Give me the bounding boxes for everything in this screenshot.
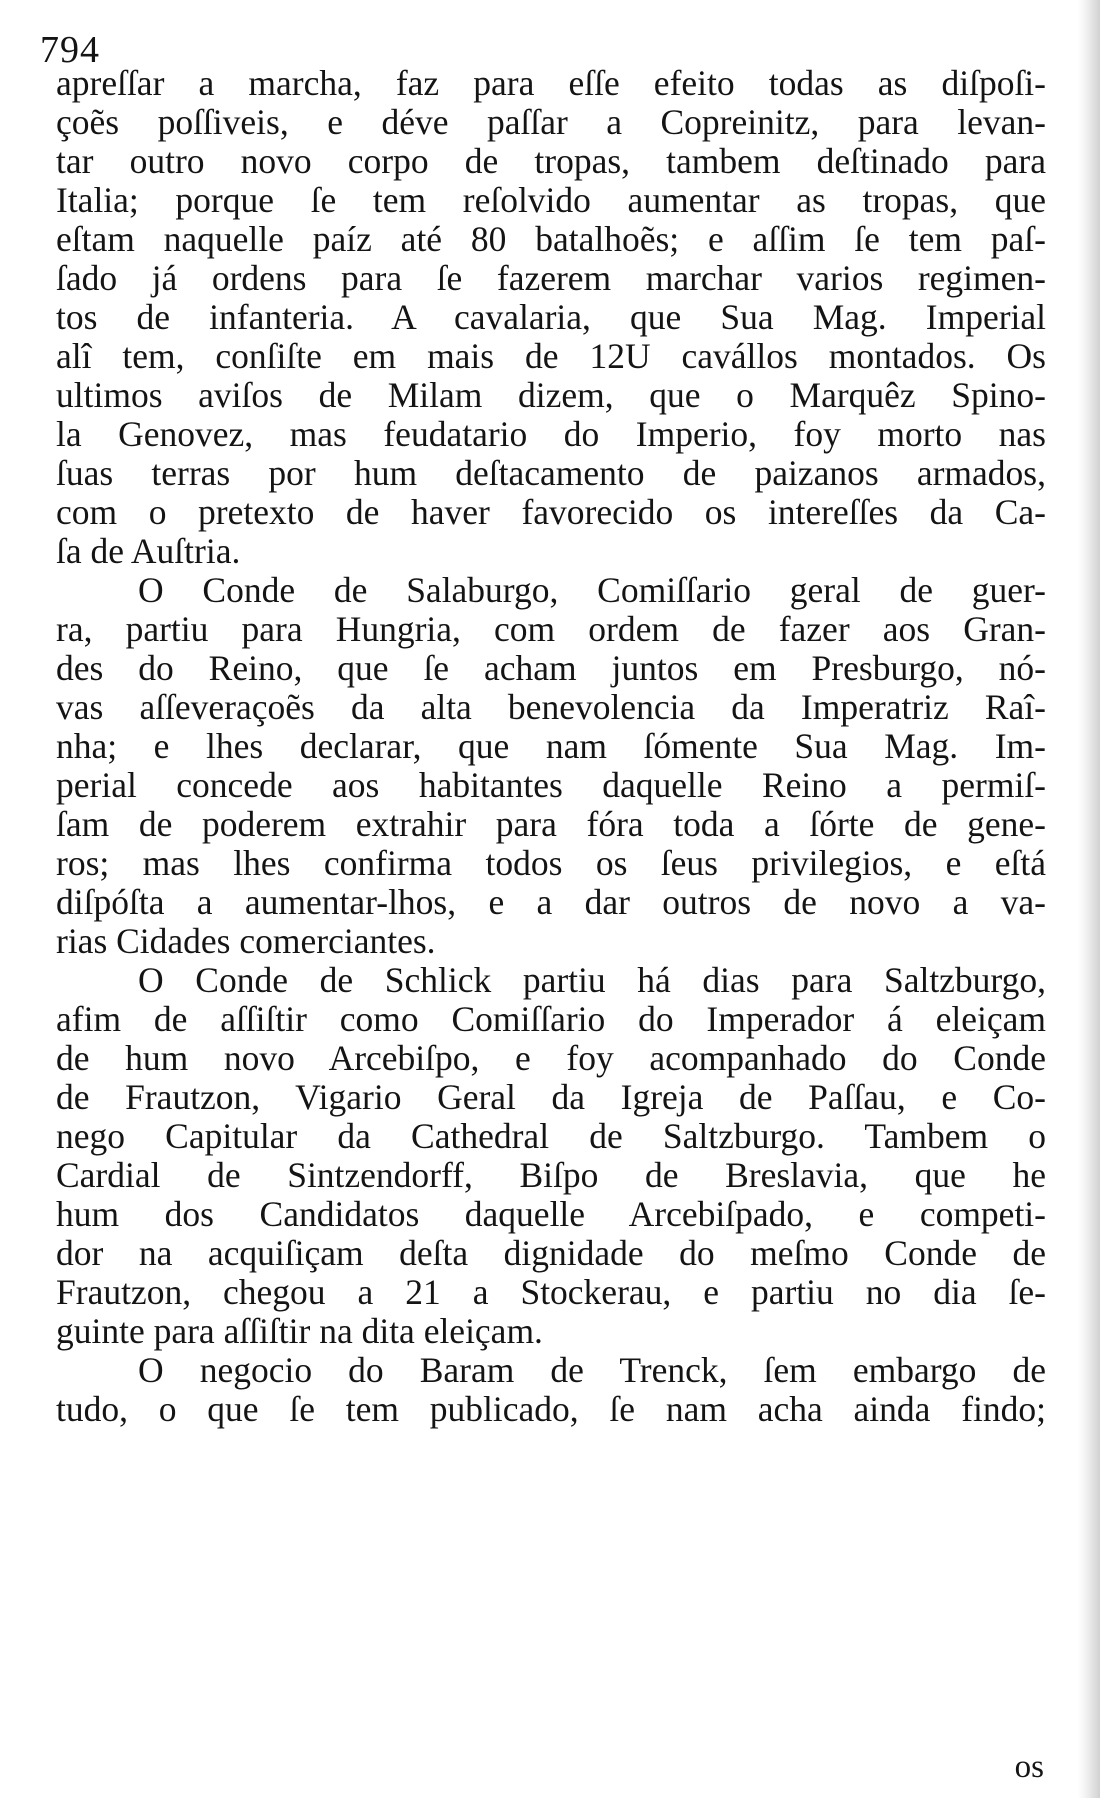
catchword: os — [1014, 1749, 1044, 1785]
text-line: afim de aſſiſtir como Comiſſario do Imperador á eleiçam — [56, 999, 1046, 1039]
page-edge-shadow — [1078, 0, 1100, 1798]
text-line: çoẽs poſſiveis, e déve paſſar a Copreinitz, para levan- — [56, 102, 1046, 142]
text-line: diſpóſta a aumentar-lhos, e a dar outros de novo a va- — [56, 882, 1046, 922]
text-line: vas aſſeveraçoẽs da alta benevolencia da Imperatriz Raî- — [56, 687, 1046, 727]
text-line: nha; e lhes declarar, que nam ſómente Sua Mag. Im- — [56, 726, 1046, 766]
page-number: 794 — [40, 29, 100, 71]
text-line: guinte para aſſiſtir na dita eleiçam. — [56, 1311, 543, 1351]
text-line: rias Cidades comerciantes. — [56, 921, 436, 961]
text-line: ſuas terras por hum deſtacamento de paizanos armados, — [56, 453, 1046, 493]
text-line: nego Capitular da Cathedral de Saltzburgo. Tambem o — [56, 1116, 1046, 1156]
text-line: O Conde de Schlick partiu há dias para Saltzburgo, — [138, 960, 1046, 1000]
text-line: O negocio do Baram de Trenck, ſem embargo de — [138, 1350, 1046, 1390]
text-line: hum dos Candidatos daquelle Arcebiſpado, e competi- — [56, 1194, 1046, 1234]
paragraph-3 — [56, 961, 1046, 1351]
text-line: eſtam naquelle paíz até 80 batalhoẽs; e aſſim ſe tem paſ- — [56, 219, 1046, 259]
body-text — [56, 64, 1046, 1429]
text-line: alî tem, conſiſte em mais de 12U cavállos montados. Os — [56, 336, 1046, 376]
text-line: ra, partiu para Hungria, com ordem de fazer aos Gran- — [56, 609, 1046, 649]
text-line: ultimos aviſos de Milam dizem, que o Marquêz Spino- — [56, 375, 1046, 415]
text-line: ros; mas lhes confirma todos os ſeus privilegios, e eſtá — [56, 843, 1046, 883]
text-line: perial concede aos habitantes daquelle Reino a permiſ- — [56, 765, 1046, 805]
text-line: la Genovez, mas feudatario do Imperio, foy morto nas — [56, 414, 1046, 454]
text-line: Cardial de Sintzendorff, Biſpo de Breslavia, que he — [56, 1155, 1046, 1195]
text-line: Frautzon, chegou a 21 a Stockerau, e partiu no dia ſe- — [56, 1272, 1046, 1312]
text-line: dor na acquiſiçam deſta dignidade do meſmo Conde de — [56, 1233, 1046, 1273]
text-line: tar outro novo corpo de tropas, tambem deſtinado para — [56, 141, 1046, 181]
text-line: apreſſar a marcha, faz para eſſe efeito todas as diſpoſi- — [56, 63, 1046, 103]
paragraph-4 — [56, 1351, 1046, 1429]
text-line: des do Reino, que ſe acham juntos em Presburgo, nó- — [56, 648, 1046, 688]
paragraph-2 — [56, 571, 1046, 961]
text-line: tudo, o que ſe tem publicado, ſe nam acha ainda findo; — [56, 1389, 1046, 1429]
text-line: ſam de poderem extrahir para fóra toda a ſórte de gene- — [56, 804, 1046, 844]
text-line: ſado já ordens para ſe fazerem marchar varios regimen- — [56, 258, 1046, 298]
text-line: ſa de Auſtria. — [56, 531, 241, 571]
text-line: com o pretexto de haver favorecido os intereſſes da Ca- — [56, 492, 1046, 532]
text-line: tos de infanteria. A cavalaria, que Sua Mag. Imperial — [56, 297, 1046, 337]
text-line: de Frautzon, Vigario Geral da Igreja de Paſſau, e Co- — [56, 1077, 1046, 1117]
paragraph-1 — [56, 64, 1046, 571]
text-line: Italia; porque ſe tem reſolvido aumentar as tropas, que — [56, 180, 1046, 220]
text-line: O Conde de Salaburgo, Comiſſario geral de guer- — [138, 570, 1046, 610]
text-line: de hum novo Arcebiſpo, e foy acompanhado do Conde — [56, 1038, 1046, 1078]
